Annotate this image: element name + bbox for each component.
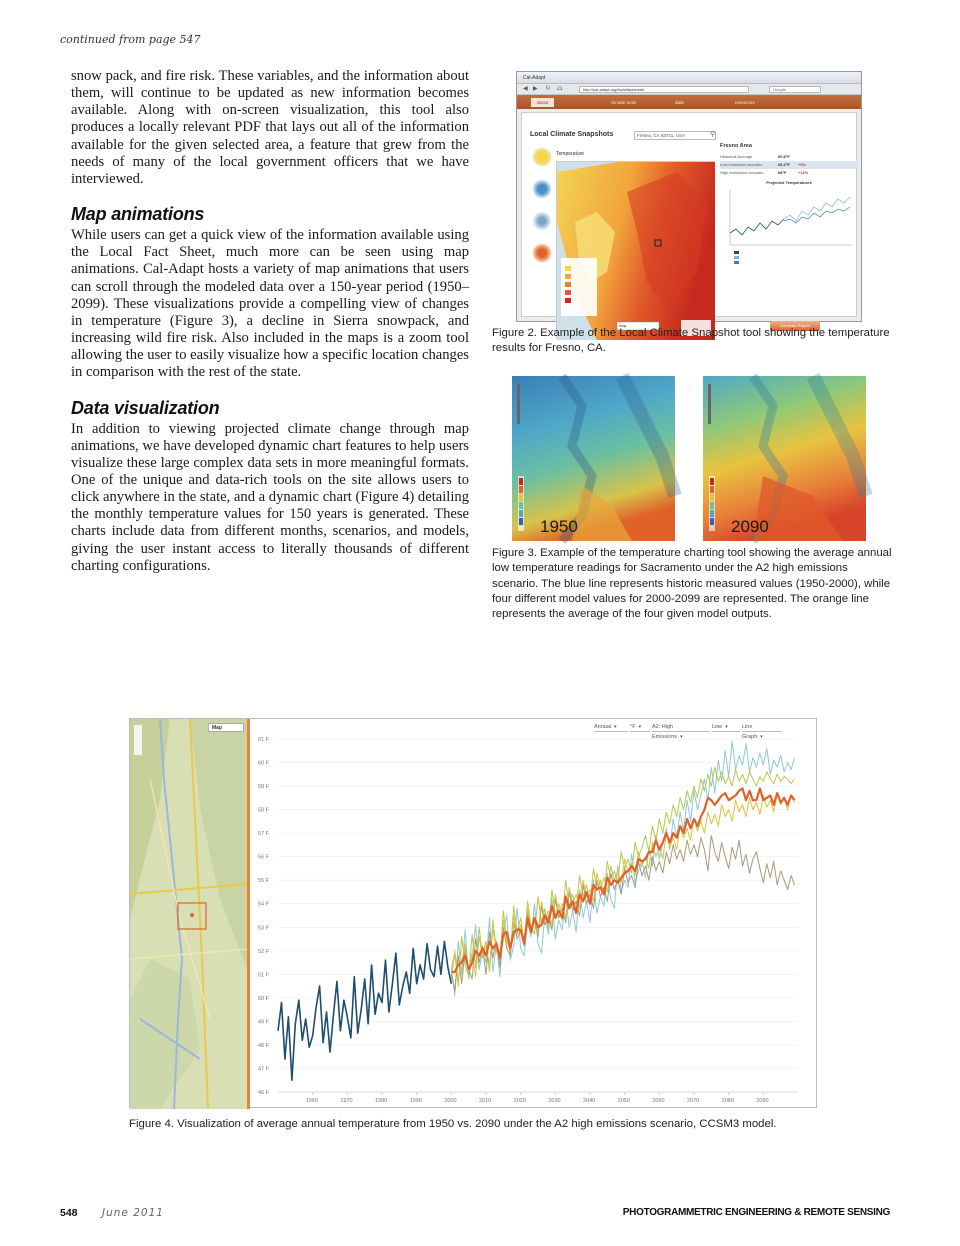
browser-search-field[interactable]: Google (769, 86, 821, 93)
zoom-slider[interactable] (708, 384, 711, 424)
y-tick-label: 47 F (258, 1066, 270, 1073)
area-title: Fresno Area (720, 143, 752, 149)
figure-4-caption: Figure 4. Visualization of average annual temperature from 1950 vs. 2090 under the A2 high emissions scenario, CCSM3 model. (129, 1118, 777, 1130)
browser-titlebar: Cal-Adapt (517, 72, 861, 84)
nav-tab-about[interactable]: about (531, 98, 554, 107)
zoom-slider[interactable] (517, 384, 520, 424)
data-visualization-paragraph: In addition to viewing projected climate change through map animations, we have developed dynamic chart features to help users visualize these large complex data sets in more meaningful formats. One of the unique and data-rich tools on the site allows users to click anywhere in the state, and a dynamic chart (Figure 4) detailing the monthly temperature values for 150 years is generated. These charts include data from different months, scenarios, and models, giving the user instant access to literally thousands of different charting configurations. (71, 420, 469, 574)
model-select-label: Low (712, 724, 723, 730)
back-icon[interactable]: ◀ (523, 85, 528, 92)
intro-paragraph: snow pack, and fire risk. These variables, and the information about them, will continue to be updated as new information becomes available. Along with on-screen visualization, this tool also produces a locally relevant PDF that lays out all of the information available for the given selected area, a feature that grew from the needs of many of the local government officers that we have interviewed. (71, 68, 469, 187)
chevron-down-icon: ▾ (680, 734, 683, 740)
precipitation-icon[interactable] (532, 211, 552, 231)
stat-value: 60.8°F (778, 154, 790, 159)
x-tick-label: 2040 (583, 1098, 596, 1104)
temperature-icon[interactable] (532, 147, 552, 167)
y-tick-label: 61 F (258, 737, 270, 743)
forward-icon[interactable]: ▶ (533, 85, 538, 92)
generate-report-button[interactable]: Generate Report (770, 321, 820, 331)
continued-from-note: continued from page 547 (60, 33, 201, 46)
period-select[interactable] (594, 722, 628, 732)
url-field[interactable]: http://cal-adapt.org/tools/factsheet/ (579, 86, 749, 93)
x-tick-label: 2060 (652, 1098, 665, 1104)
figure-3-map-1950 (512, 376, 675, 541)
graph-type-select-label: Line Graph (742, 724, 758, 740)
search-icon[interactable]: ⚲ (710, 130, 716, 138)
graph-type-select[interactable] (742, 722, 782, 740)
chart-panel (250, 719, 818, 1109)
y-tick-label: 53 F (258, 925, 270, 932)
y-tick-label: 58 F (258, 807, 270, 814)
browser-address-bar (517, 84, 861, 95)
stat-value: 68°F (778, 170, 787, 175)
y-tick-label: 46 F (258, 1090, 270, 1096)
year-label-1950: 1950 (540, 517, 578, 536)
y-tick-label: 50 F (258, 995, 270, 1002)
x-tick-label: 1970 (340, 1098, 353, 1104)
left-column (71, 68, 469, 575)
y-tick-label: 59 F (258, 784, 270, 791)
home-icon[interactable]: ⌂ (557, 84, 563, 92)
section-heading-map-animations: Map animations (71, 204, 205, 225)
map-type-button[interactable]: Map (208, 723, 244, 732)
y-tick-label: 56 F (258, 854, 270, 861)
series-line-historic-measured (278, 941, 451, 1080)
x-tick-label: 2070 (687, 1098, 700, 1104)
stat-row-high-emissions (720, 169, 858, 177)
y-tick-label: 51 F (258, 972, 270, 979)
issue-date: June 2011 (102, 1207, 164, 1219)
figure-4-chart-tool (129, 718, 817, 1108)
scenario-select-label: A2: High Emissions (652, 724, 678, 740)
figure-2-screenshot (516, 71, 862, 328)
chevron-down-icon: ▾ (725, 724, 728, 730)
x-tick-label: 2010 (479, 1098, 492, 1104)
map-2090-graphic (703, 376, 866, 541)
temperature-map-graphic (557, 162, 715, 340)
x-tick-label: 2050 (617, 1098, 630, 1104)
x-tick-label: 2000 (444, 1098, 457, 1104)
figure-2-caption: Figure 2. Example of the Local Climate Snapshot tool showing the temperature results for Fresno, CA. (492, 327, 890, 355)
y-tick-label: 54 F (258, 901, 270, 908)
stat-label: High emissions scenario (720, 170, 764, 175)
x-tick-label: 2090 (756, 1098, 769, 1104)
map-animations-paragraph: While users can get a quick view of the information available using the Local Fact Sheet, much more can be seen using map animations. Cal-Adapt hosts a variety of map animations that users can scroll through the modeled data over a 150-year period (1950–2099). These visualizations provide a compelling view of changes in temperature (Figure 3), a decline in Sierra snowpack, and increasing wild fire risk. Also included in the maps is a zoom tool allowing the user to easily visualize how a specific location changes in comparison with the rest of the state. (71, 227, 469, 381)
stat-change: +6% (798, 162, 807, 167)
y-tick-label: 48 F (258, 1042, 270, 1049)
sacramento-region-map[interactable] (130, 719, 247, 1109)
year-label-2090: 2090 (731, 517, 769, 536)
temperature-line-chart[interactable] (250, 719, 818, 1109)
y-tick-label: 55 F (258, 878, 270, 885)
y-tick-label: 60 F (258, 760, 270, 767)
model-select[interactable] (712, 722, 740, 732)
scenario-select[interactable] (652, 722, 710, 740)
site-nav-bar (517, 95, 861, 109)
figure-3-map-2090 (703, 376, 866, 541)
fresno-area-panel (720, 143, 858, 333)
x-tick-label: 2020 (513, 1098, 526, 1104)
reload-icon[interactable]: ↻ (545, 84, 551, 92)
stat-value: 66.2°F (778, 162, 790, 167)
page-number: 548 (60, 1207, 78, 1219)
chevron-down-icon: ▾ (760, 734, 763, 740)
y-tick-label: 57 F (258, 831, 270, 838)
y-tick-label: 49 F (258, 1019, 270, 1026)
x-tick-label: 2080 (721, 1098, 734, 1104)
map-1950-graphic (512, 376, 675, 541)
unit-select[interactable] (630, 722, 650, 732)
unit-select-label: °F (630, 724, 636, 730)
stat-label: Low emissions scenario (720, 162, 763, 167)
snowflake-icon[interactable] (532, 179, 552, 199)
x-tick-label: 1990 (409, 1098, 422, 1104)
location-input[interactable]: Fresno, CA 93721, USA (634, 131, 716, 140)
figure-3-caption: Figure 3. Example of the temperature charting tool showing the average annual low temperature readings for Sacramento under the A2 high emissions scenario. The blue line represents historic measured values (1950-2000), while four different model values for 2000-2099 are represented. The orange line represents the average of the four given model outputs. (492, 547, 892, 621)
mini-temperature-chart (720, 185, 858, 265)
journal-name: PHOTOGRAMMETRIC ENGINEERING & REMOTE SENSING (622, 1207, 890, 1218)
x-tick-label: 1960 (305, 1098, 318, 1104)
section-heading-data-visualization: Data visualization (71, 397, 220, 418)
period-select-label: Annual (594, 724, 612, 730)
snapshot-panel (521, 112, 857, 328)
fire-icon[interactable] (532, 243, 552, 263)
y-tick-label: 52 F (258, 948, 270, 955)
nav-tab-resources[interactable]: resources (735, 100, 755, 105)
variable-label: Temperature (556, 151, 585, 157)
nav-tab-data[interactable]: data (675, 100, 684, 105)
map-type-select[interactable]: map (619, 323, 627, 328)
chevron-down-icon: ▾ (614, 724, 617, 730)
x-tick-label: 1980 (375, 1098, 388, 1104)
nav-tab-climate-tools[interactable]: climate tools (611, 100, 637, 105)
snapshot-title: Local Climate Snapshots (530, 131, 614, 138)
temperature-map[interactable] (556, 161, 714, 339)
road-map-graphic (130, 719, 247, 1109)
chevron-down-icon: ▾ (638, 724, 642, 730)
stat-change: +12% (798, 170, 809, 175)
stat-row-low-emissions (720, 161, 858, 169)
projected-temperatures-title: Projected Temperatures (766, 180, 812, 185)
x-tick-label: 2030 (548, 1098, 561, 1104)
stat-row-historical (720, 153, 858, 161)
stat-label: Historical Average (720, 154, 753, 159)
variable-icon-column (532, 147, 556, 275)
